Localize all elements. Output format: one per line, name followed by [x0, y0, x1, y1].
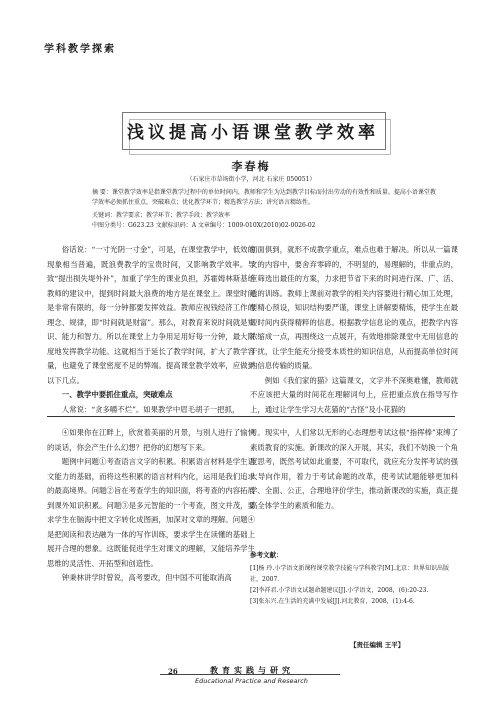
article-title: 浅议提高小语课堂教学效率	[127, 123, 379, 143]
editor-note: 【责任编辑 王平】	[350, 641, 405, 649]
right-column-bottom	[250, 426, 458, 513]
keywords: 关键词：教学要求；教学环节；教学手段；教学效率	[92, 212, 231, 219]
section-divider	[47, 416, 455, 417]
paragraph: 考。现实中，人们常以无形的心态理想考试这根“指挥棒”束缚了素质教育的实施。新课改的深入开展，其实，我们不妨换一个角度思考，既然考试如此重要，不可取代，就应充分发挥考试的强大导向作用，着力于考试命题的改革，使考试试题能够更加科学、全面、公正，合理地评价学生，推动新课改的实施，真正提高全体学生的素质和能力。	[250, 428, 458, 510]
footer-rule	[160, 674, 340, 675]
paragraph: 钟秉林讲学时曾说，高考要改，但中国不可能取消高	[61, 573, 232, 582]
classification-line: 中图分类号：G623.23 文献标识码：A 文章编号：1009-010X(2010)02-0026-02	[92, 222, 316, 229]
paragraph: 俗话说：“一寸光阴一寸金”，可是，在课堂教学中，低效的现象相当普遍，既浪费教学的宝贵时间，又影响教学效率。导致“提出损失堤外补”，加重了学生的课业负担，苏霍姆林斯基给教师的建议中，提到时间最大浪费的地方是在课堂上。课堂时间是非常有限的，每一分钟都要发挥效益。教师应视钱经济工作的理念、规律，即“时间就是财富”。那么，对教育来说时间就是知识、能力和智力。所以在课堂上力争用足用好每一分钟，最大限度地发挥教学功能。这就相当于延长了教学时间，扩大了教学容量，也避免了课堂密度不足的弊端。提高课堂教学效率，应做到以下几点。	[47, 245, 255, 385]
abstract: 摘 要：课堂教学效率是指课堂教学过程中的单位时间内，教师和学生为达到教学目标而付出劳动的有效性和质量。提高小语课堂教学效率必须抓住重点，突破难点；优化教学环节；精选教学方法；讲究语言精练性。	[92, 189, 436, 206]
reference-item: [1]杨 玲.小学语文新课程课堂教学技能与学科教学[M].北京：世界知识出版社，2007.	[250, 565, 450, 583]
paragraph: ④如果你在江畔上，欣赏着美丽的月景，与别人进行了愉快的谈话，你会产生什么幻想？把你的幻想写下来。	[47, 428, 255, 452]
references	[250, 550, 458, 607]
paragraph: 面面俱到，就形不成教学重点，难点也难于解决。所以从一篇课文的内容中，要舍弃零碎的，不明显的，易理解的，非重点的，应筛选出最佳的方案，力求把节省下来的时间进行深、广、活、透的训练。教师上课前对教学的相关内容要进行精心加工处理，要精心预设，知识结构要严谨，课堂上讲解要精炼，使学生在最短时间内获得精粹的信息。根据教学信息论的观点，把教学内容浓缩成一点，再围绕这一点展开，有效地排除课堂中无用信息的干扰，让学生能充分接受本质性的知识信息，从而提高单位时间内信息传输的质量。	[250, 245, 458, 370]
page-number: 26	[168, 667, 178, 676]
journal-name-en: Educational Practice and Research	[195, 677, 308, 685]
paragraph: 例如《我们家的猫》这篇课文，文字并不深奥难懂，教师就不应该把大量的时间花在理解词句上，应把重点放在指导写作上，通过让学生学习大花猫的“古怪”及小花猫的	[250, 375, 458, 414]
author-affiliation: （石家庄市草场街小学，河北 石家庄 050051）	[186, 176, 316, 183]
paragraph: 题例中问题①考查语言文字的积累。积累语言材料是学生语文能力的基础，而将这些积累的语言材料内化，运用是我们追求的最高境界。问题②旨在考查学生的知识面，将考查的内容拓展到课外知识积累。问题③是多元智能的一个考查，图文并茂，要求学生在脑海中把文字转化成图画，加深对文章的理解。问题④是把阅读和表达融为一体的写作训练，要求学生在读懂的基础上展开合理的想象。这既能促进学生对课文的理解，又能培养学生思维的灵活性、开拓型和创造性。	[47, 457, 255, 568]
left-column-top	[47, 243, 255, 417]
right-column-top	[250, 243, 458, 417]
paragraph: 人常说：“贪多嚼不烂”。如果教学中眉毛胡子一把抓，	[61, 404, 240, 414]
journal-name-cn: 教育实践与研究	[210, 665, 294, 675]
section-heading: 一、教学中要抓住重点，突破难点	[61, 390, 173, 399]
reference-item: [2]李祥君.小学语文试题命题建议[J].小学语文，2008，(6):20-23.	[250, 587, 429, 594]
section-label: 学科教学探索	[44, 44, 116, 55]
reference-item: [3]张东兴.在生活的充满中发展[J].河北教育，2008，(1):4-6.	[250, 598, 415, 605]
references-title: 参考文献：	[250, 551, 283, 559]
author-name: 李春梅	[231, 160, 271, 173]
left-column-bottom	[47, 426, 255, 586]
